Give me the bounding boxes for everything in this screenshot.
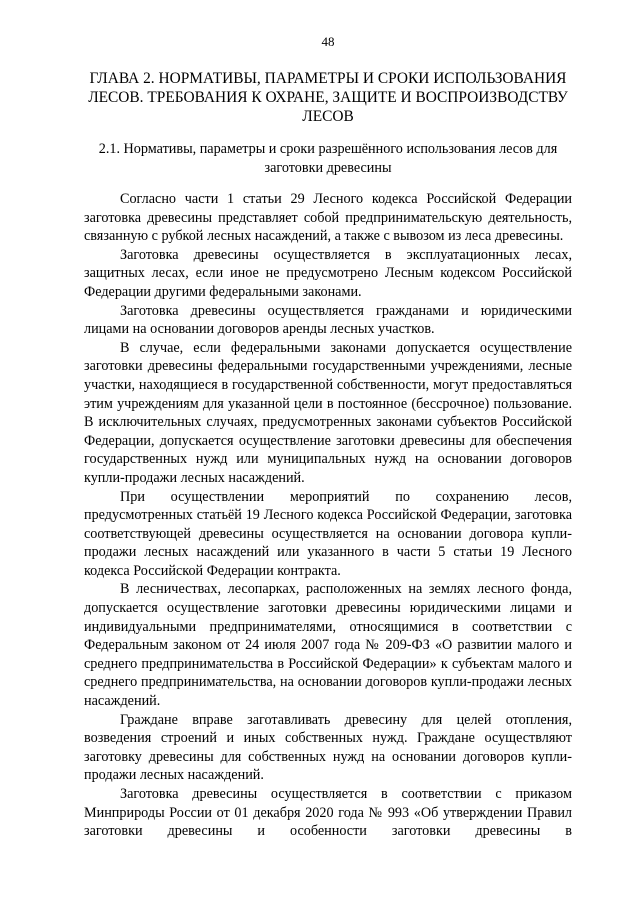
paragraph: При осуществлении мероприятий по сохранению лесов, предусмотренных статьёй 19 Лесного кодекса Российской Федерации, заготовка соответствующей древесины осуществляется на основании договора купли-продажи лесных насаждений или указанного в части 5 статьи 19 Лесного кодекса Российской Федерации контракта. <box>84 488 572 579</box>
paragraph: Заготовка древесины осуществляется в соответствии с приказом Минприроды России от 01 декабря 2020 года № 993 «Об утверждении Правил заготовки древесины и особенности заготовки древесины в <box>84 786 572 840</box>
paragraph: Граждане вправе заготавливать древесину для целей отопления, возведения строений и иных собственных нужд. Граждане осуществляют заготовку древесины для собственных нужд на основании договоров купли-продажи лесных насаждений. <box>84 711 572 784</box>
body-text <box>84 190 572 841</box>
chapter-title: ГЛАВА 2. НОРМАТИВЫ, ПАРАМЕТРЫ И СРОКИ ИСПОЛЬЗОВАНИЯ ЛЕСОВ. ТРЕБОВАНИЯ К ОХРАНЕ, ЗАЩИТЕ И ВОСПРОИЗВОДСТВУ ЛЕСОВ <box>88 70 568 125</box>
paragraph: В лесничествах, лесопарках, расположенных на землях лесного фонда, допускается осуществление заготовки древесины юридическими лицами и индивидуальными предпринимателями, относящимися в соответствии с Федеральным законом от 24 июля 2007 года № 209-ФЗ «О развитии малого и среднего предпринимательства в Российской Федерации» к субъектам малого и среднего предпринимательства, на основании договоров купли-продажи лесных насаждений. <box>84 581 572 710</box>
paragraph: Заготовка древесины осуществляется гражданами и юридическими лицами на основании договоров аренды лесных участков. <box>84 302 572 338</box>
paragraph: В случае, если федеральными законами допускается осуществление заготовки древесины федеральными государственными учреждениями, лесные участки, находящиеся в государственной собственности, могут предоставляться этим учреждениям для указанной цели в постоянное (бессрочное) пользование. В исключительных случаях, предусмотренных законами субъектов Российской Федерации, допускается осуществление заготовки древесины для обеспечения государственных нужд или муниципальных нужд на основании договоров купли-продажи лесных насаждений. <box>84 339 572 486</box>
section-title: 2.1. Нормативы, параметры и сроки разрешённого использования лесов для заготовки древесины <box>98 141 558 176</box>
page-number: 48 <box>321 34 335 49</box>
paragraph: Заготовка древесины осуществляется в эксплуатационных лесах, защитных лесах, если иное не предусмотрено Лесным кодексом Российской Федерации другими федеральными законами. <box>84 246 572 300</box>
paragraph: Согласно части 1 статьи 29 Лесного кодекса Российской Федерации заготовка древесины представляет собой предпринимательскую деятельность, связанную с рубкой лесных насаждений, а также с вывозом из леса древесины. <box>84 191 572 245</box>
